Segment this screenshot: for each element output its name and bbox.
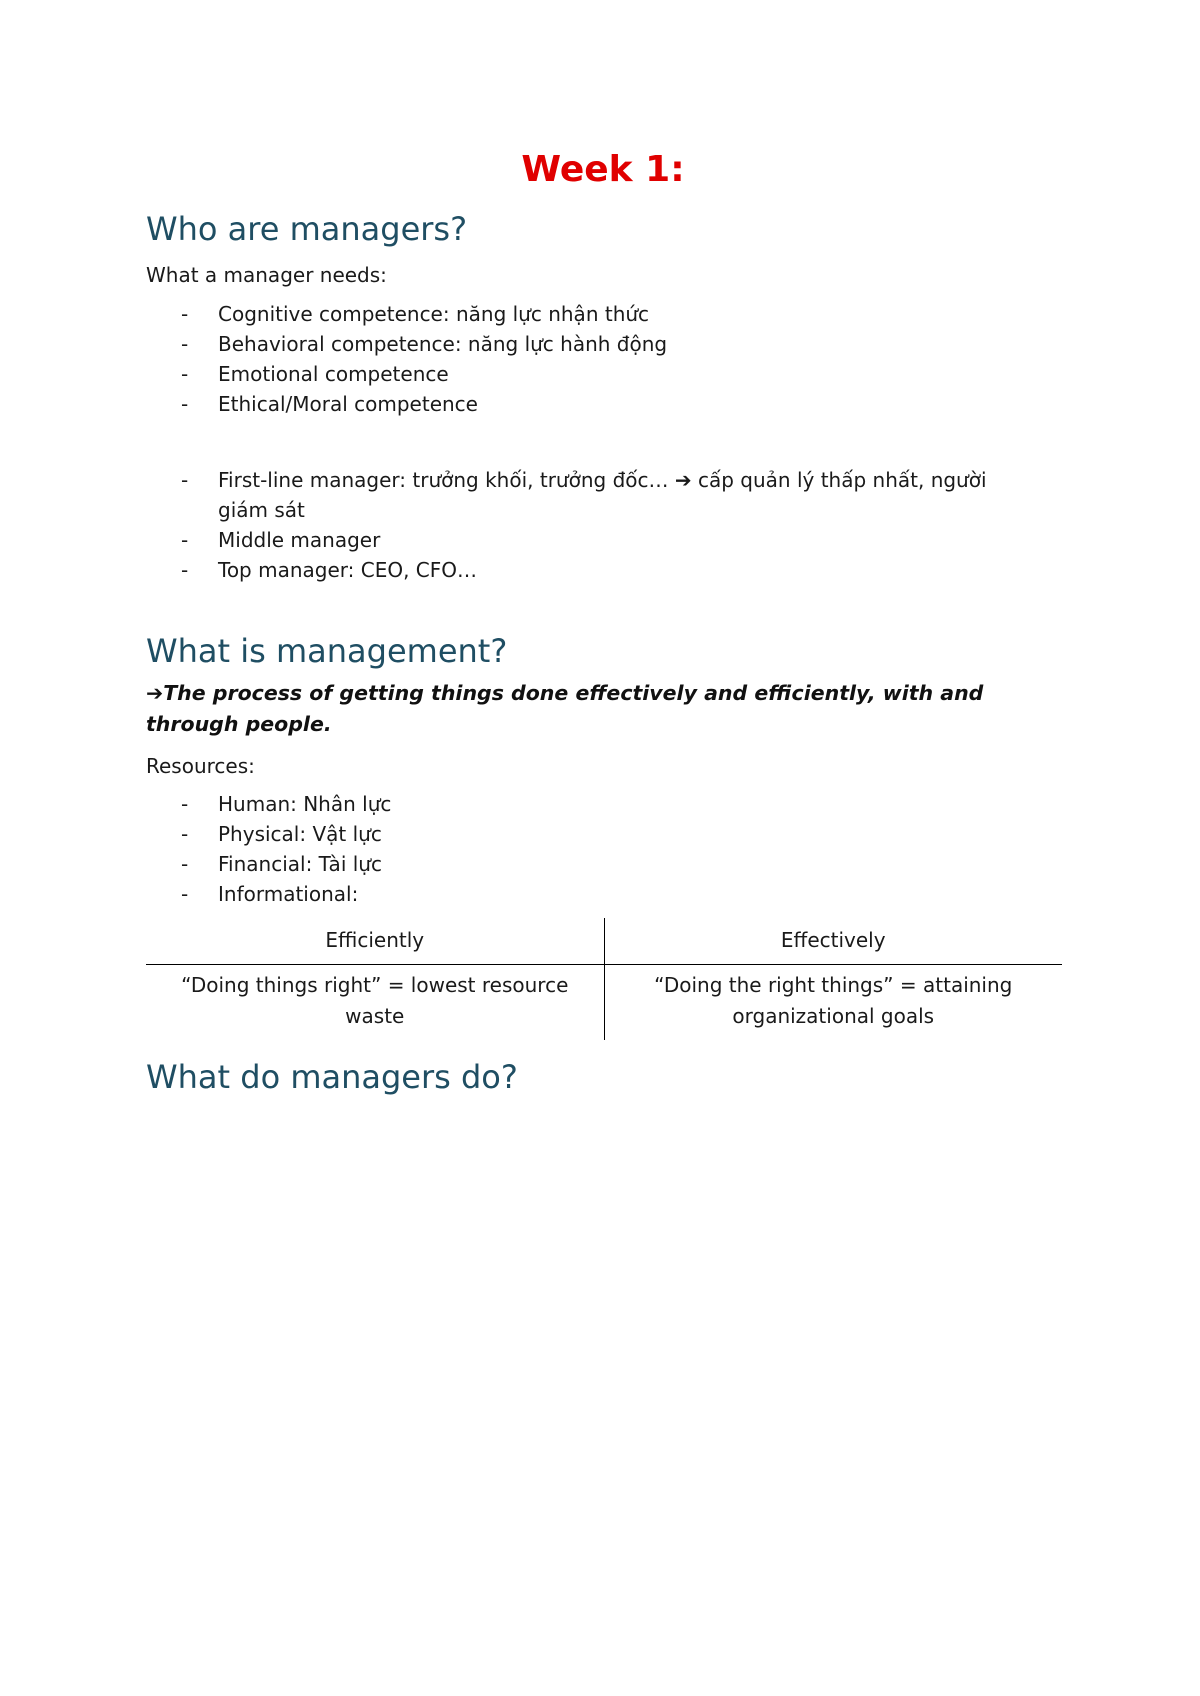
list-item: - First-line manager: trưởng khối, trưởng đốc… ➔ cấp quản lý thấp nhất, người giám sát [181, 468, 987, 522]
level-first-line-before: First-line manager: trưởng khối, trưởng đốc… [218, 468, 675, 492]
resources-label: Resources: [146, 754, 255, 778]
resource-financial: Financial: Tài lực [218, 852, 382, 876]
management-definition [146, 678, 1046, 740]
resources-list [146, 789, 1046, 909]
header-efficiently: Efficiently [146, 918, 604, 965]
manager-needs-list [146, 299, 1046, 419]
need-cognitive: Cognitive competence: năng lực nhận thức [218, 302, 650, 326]
table-header-row [146, 918, 1062, 965]
table-row [146, 965, 1062, 1041]
heading-who-are-managers: Who are managers? [146, 210, 468, 248]
list-item: - Top manager: CEO, CFO… [181, 558, 478, 582]
list-item: - Middle manager [181, 528, 381, 552]
list-item: - Cognitive competence: năng lực nhận thức [181, 302, 650, 326]
efficiency-effectiveness-table [146, 918, 1062, 1040]
header-effectively: Effectively [604, 918, 1062, 965]
list-item: - Human: Nhân lực [181, 792, 392, 816]
level-first-line-after: cấp quản lý thấp nhất, người giám sát [218, 468, 987, 522]
cell-effectively: “Doing the right things” = attaining organizational goals [654, 973, 1013, 1028]
manager-needs-intro: What a manager needs: [146, 263, 387, 287]
need-behavioral: Behavioral competence: năng lực hành động [218, 332, 668, 356]
resource-physical: Physical: Vật lực [218, 822, 382, 846]
need-emotional: Emotional competence [218, 362, 449, 386]
heading-what-is-management: What is management? [146, 632, 508, 670]
list-item: - Emotional competence [181, 362, 449, 386]
level-middle: Middle manager [218, 528, 381, 552]
manager-levels-list [146, 465, 1046, 585]
right-arrow-icon: ➔ [146, 681, 164, 705]
list-item: - Behavioral competence: năng lực hành động [181, 332, 668, 356]
level-top: Top manager: CEO, CFO… [218, 558, 478, 582]
resource-informational: Informational: [218, 882, 359, 906]
list-item: - Financial: Tài lực [181, 852, 382, 876]
cell-efficiently: “Doing things right” = lowest resource waste [146, 965, 604, 1041]
heading-what-do-managers-do: What do managers do? [146, 1058, 518, 1096]
list-item: - Informational: [181, 882, 359, 906]
need-ethical: Ethical/Moral competence [218, 392, 478, 416]
page-title: Week 1: [521, 149, 685, 190]
right-arrow-icon: ➔ [674, 468, 692, 492]
definition-text: The process of getting things done effectively and efficiently, with and through people. [146, 681, 984, 736]
resource-human: Human: Nhân lực [218, 792, 392, 816]
list-item: - Ethical/Moral competence [181, 392, 478, 416]
list-item: - Physical: Vật lực [181, 822, 382, 846]
